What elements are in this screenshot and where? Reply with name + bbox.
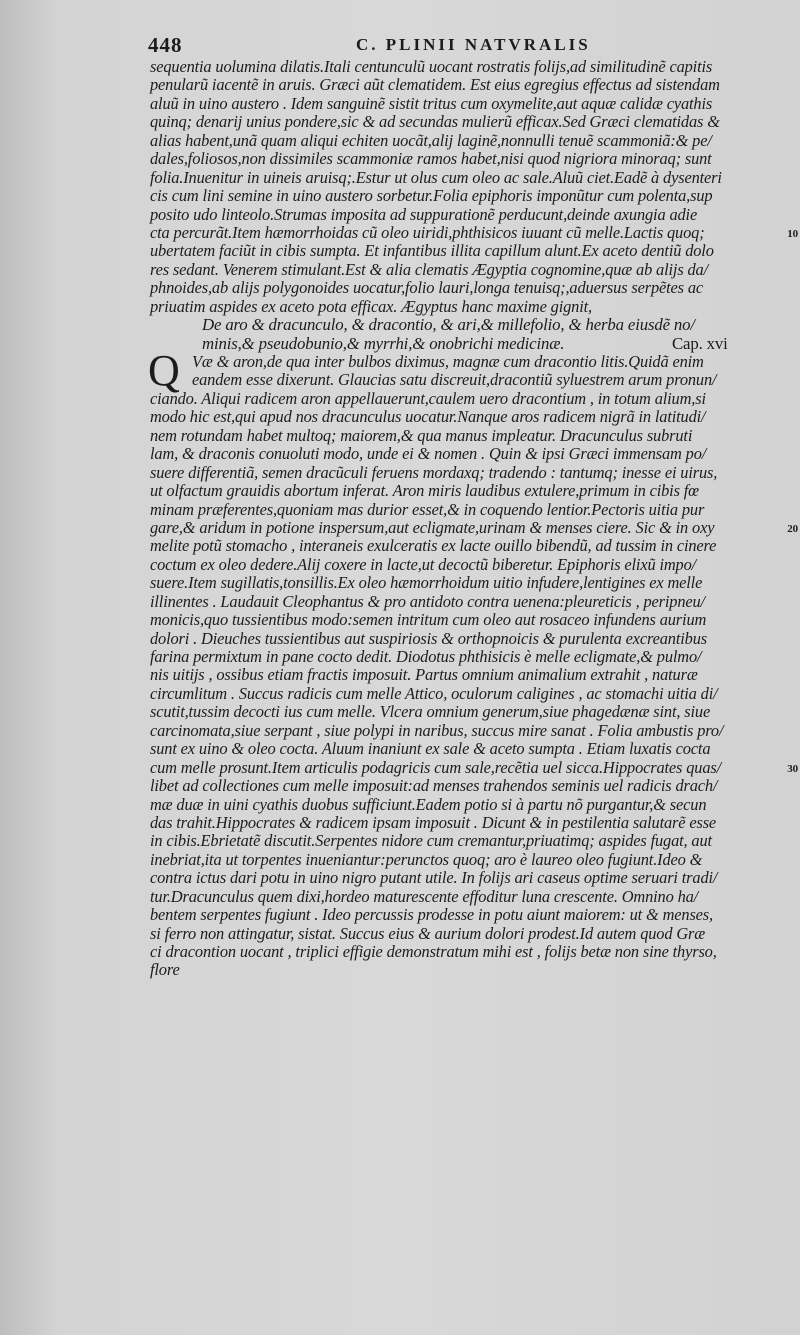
line-text: libet ad collectiones cum melle imposuit:ad menses trahendos seminis uel radicis drach/	[150, 776, 718, 796]
line-text: suere differentiã, semen dracũculi feruens mordaxq; tradendo : tantumq; inesse ei uirus,	[150, 462, 718, 482]
line-text: dales,foliosos,non dissimiles scammoniæ ramos habet,nisi quod nigriora minoraq; sunt	[150, 149, 712, 169]
line-text: farina permixtum in pane cocto dedit. Diodotus phthisicis è melle ecligmate,& pulmo/	[150, 647, 702, 666]
line-text: nem rotundam habet multoq; maiorem,& qua manus impleatur. Dracunculus subruti	[150, 425, 693, 445]
line-text: sunt ex uino & oleo cocta. Aluum inaniunt ex sale & aceto sumpta . Etiam luxatis cocta	[150, 739, 711, 759]
line-text: inebriat,ita ut torpentes inueniantur:perunctos quoq; aro è laureo oleo fugiunt.Ideo &	[150, 849, 703, 869]
line-text: aluũ in uino austero . Idem sanguinẽ sistit tritus cum oxymelite,aut aquæ calidæ cyathis	[150, 93, 713, 113]
line-text: coctum ex oleo dedere.Alij coxere in lacte,ut decoctũ biberetur. Epiphoris elixũ impo/	[150, 554, 697, 574]
text-line	[150, 556, 780, 574]
line-text: contra ictus dari potu in uino nigro putant utile. In folijs ari caseus optime seruari tradi/	[150, 868, 718, 888]
margin-line-number: 30	[787, 762, 798, 775]
line-text: Væ & aron,de qua inter bulbos diximus, magnæ cum dracontio litis.Quidã enim	[192, 352, 704, 371]
text-line	[150, 222, 798, 242]
text-line	[150, 501, 780, 519]
text-line	[150, 943, 780, 961]
text-line	[150, 851, 780, 869]
line-text: phnoides,ab alijs polygonoides uocatur,folio lauri,longa tenuisq;,aduersus serpẽtes ac	[150, 278, 704, 298]
line-text: melite potũ stomacho , interaneis exulceratis ex lacte ouillo bibendũ, ad tussim in cinere	[150, 536, 717, 556]
line-text: mæ duæ in uini cyathis duobus sufficiunt.Eadem potio si à partu nõ purgantur,& secun	[150, 794, 707, 814]
line-text: ci dracontion uocant , triplici effigie demonstratum mihi est , folijs betæ non sine thyrso,	[150, 942, 717, 961]
text-line	[150, 703, 780, 721]
text-line	[150, 113, 780, 131]
text-line	[150, 537, 780, 555]
text-line	[150, 132, 780, 150]
text-line	[150, 95, 780, 113]
line-text: modo hic est,qui apud nos dracunculus uocatur.Nanque aros radicem nigrã in latitudi/	[150, 407, 706, 427]
text-line	[150, 242, 780, 260]
line-text: penularũ iacentẽ in aruis. Græci aũt clematidem. Est eius egregius effectus ad sistendam	[150, 75, 720, 95]
line-text: lam, & draconis conuoluti modo, unde ei & nomen . Quin & ipsi Græci immensam po/	[150, 444, 707, 464]
line-text: dolori . Dieuches tussientibus aut suspiriosis & orthopnoicis & purulenta excreantibus	[150, 628, 707, 648]
text-line	[150, 206, 780, 224]
text-line	[150, 58, 780, 76]
text-line	[150, 796, 780, 814]
page-header	[148, 33, 648, 57]
text-line	[150, 427, 780, 445]
line-text: gare,& aridum in potione inspersum,aut ecligmate,urinam & menses ciere. Sic & in oxy	[150, 517, 715, 537]
text-line	[150, 648, 780, 666]
running-title: C. PLINII NATVRALIS	[356, 35, 591, 54]
line-text: nis uitijs , ossibus etiam fractis imposuit. Partus omnium animalium extrahit , naturæ	[150, 665, 698, 685]
text-line	[150, 777, 780, 795]
line-text: scutit,tussim decocti ius cum melle. Vlcera omnium generum,siue phagedænæ sint, siue	[150, 702, 711, 722]
text-line	[150, 371, 780, 389]
text-column	[148, 57, 798, 980]
chapter-heading-line-2	[150, 335, 780, 353]
margin-line-number: 20	[787, 522, 798, 535]
line-text: folia.Inuenitur in uineis aruisq;.Estur ut olus cum oleo ac sale.Aluũ ciet.Eadẽ à dysenteri	[150, 167, 722, 187]
line-text: res sedant. Venerem stimulant.Est & alia clematis Ægyptia cognomine,quæ ab alijs da/	[150, 259, 708, 279]
chapter-number: Cap. xvi	[672, 333, 728, 353]
line-text: cta percurãt.Item hæmorrhoidas cũ oleo uiridi,phthisicos iuuant cũ melle.Lactis quoq;	[150, 222, 705, 242]
line-text: ut olfactum grauidis abortum inferat. Aron miris laudibus extulere,primum in cibis fœ	[150, 481, 699, 501]
text-line	[150, 757, 798, 777]
text-line	[150, 869, 780, 887]
text-line	[150, 630, 780, 648]
chapter-heading-line-1: De aro & dracunculo, & dracontio, & ari,& millefolio, & herba eiusdẽ no/	[202, 315, 695, 335]
text-line	[150, 279, 780, 297]
line-text: das trahit.Hippocrates & radicem ipsam imposuit . Dicunt & in pestilentia salutarẽ esse	[150, 812, 717, 832]
text-line	[150, 925, 780, 943]
line-text: circumlitum . Succus radicis cum melle Attico, oculorum caligines , ac stomachi uitia di/	[150, 683, 718, 703]
text-line	[150, 517, 798, 537]
text-line	[150, 722, 780, 740]
drop-cap: Q	[148, 346, 180, 395]
line-text: monicis,quo tussientibus modo:semen intritum cum oleo aut rosaceo infundens aurium	[150, 610, 707, 630]
line-text: illinentes . Laudauit Cleophantus & pro antidoto contra uenena:pleureticis , peripneu/	[150, 591, 705, 611]
line-text: priuatim aspides ex aceto pota efficax. Ægyptus hanc maxime gignit,	[150, 296, 592, 316]
line-text: ubertatem faciũt in cibis sumpta. Et infantibus illita capillum alunt.Ex aceto dentiũ dolo	[150, 241, 714, 261]
text-line	[150, 187, 780, 205]
text-line	[150, 574, 780, 592]
text-line	[150, 298, 780, 316]
line-text: cum melle prosunt.Item articulis podagricis cum sale,recẽtia uel sicca.Hippocrates quas/	[150, 757, 721, 777]
line-text: in cibis.Ebrietatẽ discutit.Serpentes nidore cum cremantur,priuatimq; aspides fugat, aut	[150, 831, 712, 851]
line-text: si ferro non attingatur, sistat. Succus eius & aurium dolori prodest.Id autem quod Græ	[150, 923, 706, 943]
line-text: quinq; denarij unius pondere,sic & ad secundas mulierũ efficax.Sed Græci clematidas &	[150, 112, 720, 132]
text-line	[150, 408, 780, 426]
line-text: flore	[150, 960, 180, 980]
line-text: suere.Item sugillatis,tonsillis.Ex oleo hæmorrhoidum uitio infudere,lentigines ex melle	[150, 573, 703, 593]
line-text: bentem serpentes fugiunt . Ideo percussis prodesse in potu aiunt maiorem: ut & menses,	[150, 905, 713, 925]
line-text: tur.Dracunculus quem dixi,hordeo maturescente effoditur luna crescente. Omnino ha/	[150, 886, 699, 906]
text-line	[150, 261, 780, 279]
line-text: carcinomata,siue serpant , siue polypi in naribus, succus mire sanat . Folia ambustis pro/	[150, 720, 724, 740]
text-line	[150, 666, 780, 684]
line-text: cis cum lini semine in uino austero sorbetur.Folia epiphoris imponũtur cum polenta,sup	[150, 186, 713, 206]
page-number: 448	[148, 33, 183, 57]
line-text: ciando. Aliqui radicem aron appellauerunt,caulem uero dracontium , in totum alium,si	[150, 388, 706, 408]
text-line	[150, 888, 780, 906]
text-line	[150, 390, 780, 408]
text-line	[150, 150, 780, 168]
text-line	[150, 76, 780, 94]
line-text: eandem esse dixerunt. Glaucias satu discreuit,dracontiũ syluestrem arum pronun/	[192, 370, 717, 390]
chapter-heading-text: minis,& pseudobunio,& myrrhi,& onobrichi medicinæ.	[202, 333, 565, 353]
text-line	[150, 685, 780, 703]
line-text: alias habent,unã quam aliqui echiten uocãt,alij laginẽ,nonnulli tenuẽ scammoniã:& pe/	[150, 130, 712, 150]
text-line	[150, 482, 780, 500]
text-line	[150, 814, 780, 832]
text-line	[150, 445, 780, 463]
text-line	[150, 906, 780, 924]
margin-line-number: 10	[787, 227, 798, 240]
text-line	[150, 611, 780, 629]
text-line	[150, 740, 780, 758]
text-line	[150, 169, 780, 187]
text-line	[150, 832, 780, 850]
line-text: minam præferentes,quoniam mas durior esset,& in coquendo lentior.Pectoris uitia pur	[150, 499, 705, 519]
line-text: posito udo linteolo.Strumas imposita ad suppurationẽ perducunt,deinde axungia adie	[150, 204, 698, 224]
text-line	[150, 464, 780, 482]
text-line	[150, 593, 780, 611]
text-line	[150, 961, 780, 979]
line-text: sequentia uolumina dilatis.Itali centunculũ uocant rostratis folijs,ad similitudinẽ capitis	[150, 57, 713, 76]
